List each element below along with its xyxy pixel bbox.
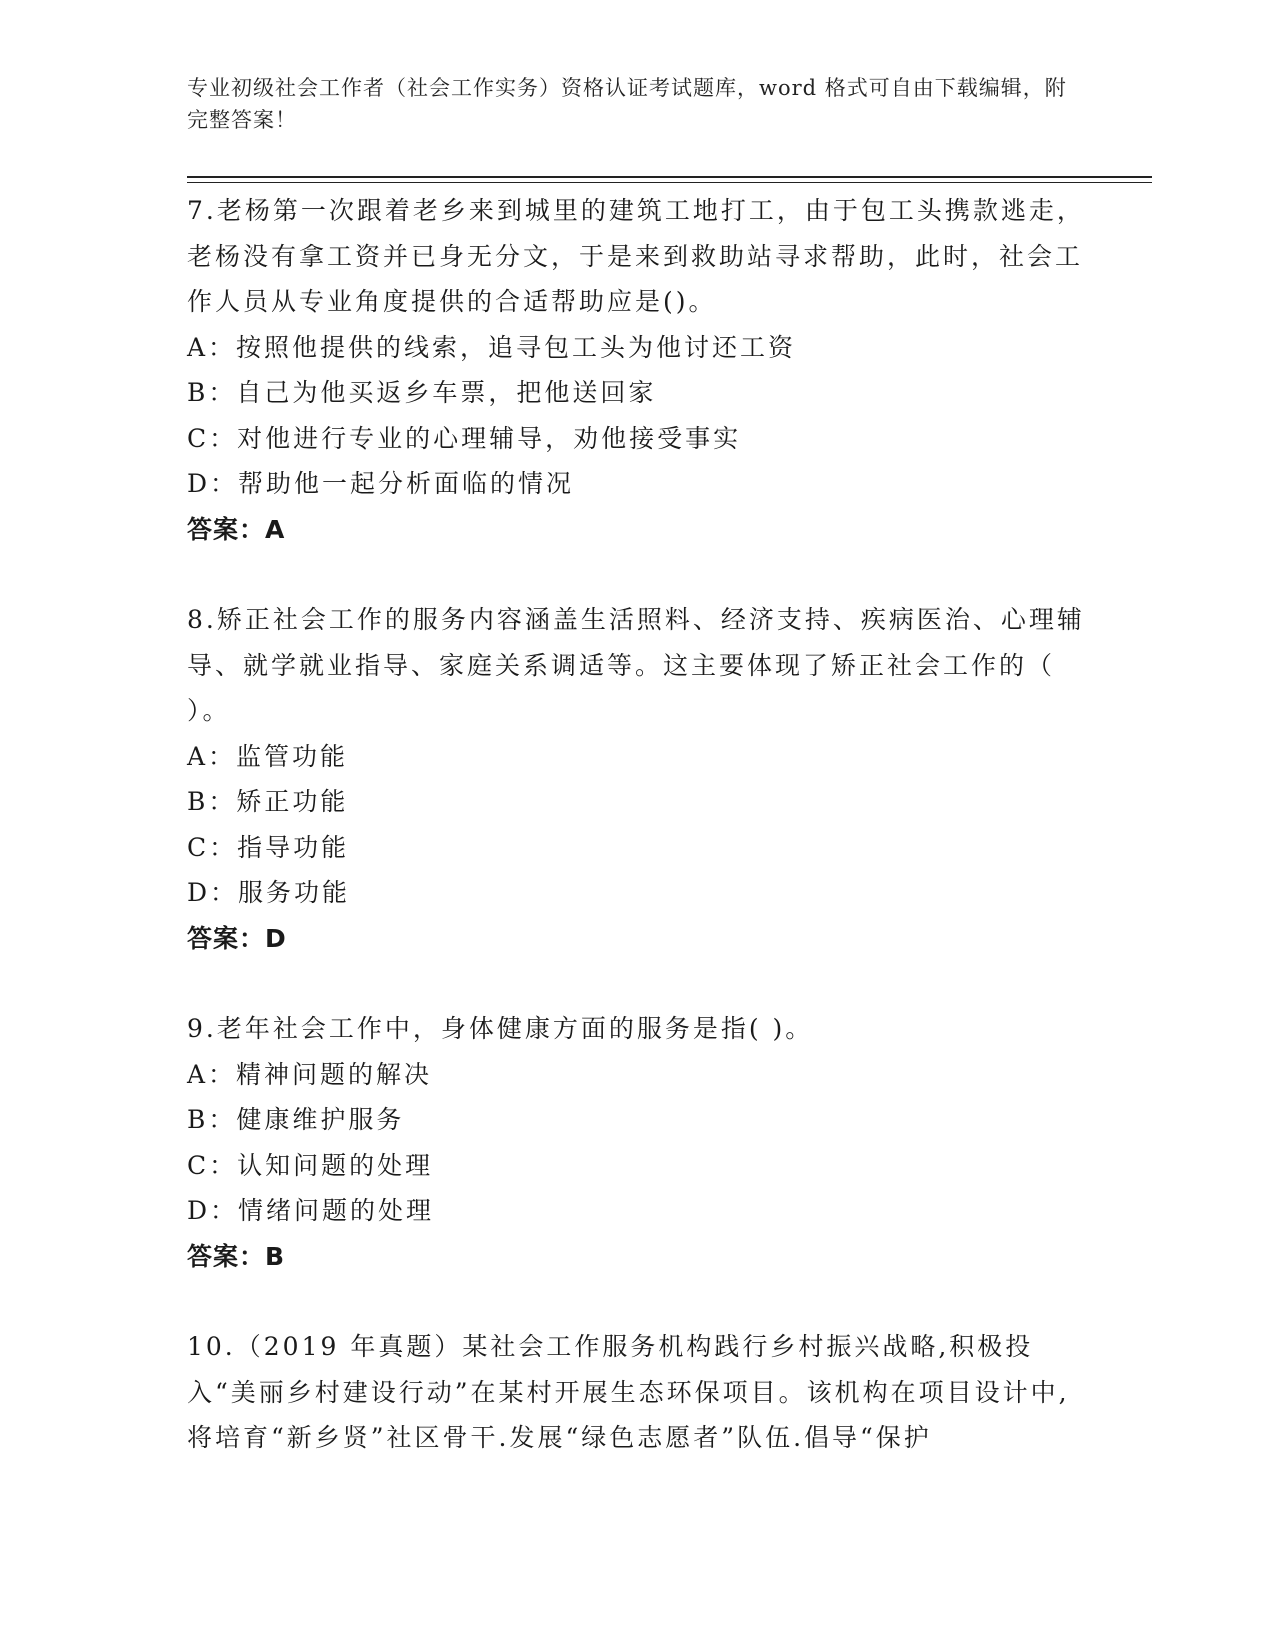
option-a: A：监管功能 (187, 741, 349, 771)
document-header (187, 72, 1067, 136)
option-b: B：自己为他买返乡车票，把他送回家 (187, 378, 657, 407)
question-7 (187, 188, 1087, 552)
option-c: C：认知问题的处理 (187, 1150, 434, 1180)
option-a: A：按照他提供的线索，追寻包工头为他讨还工资 (187, 332, 797, 362)
option-a: A：精神问题的解决 (187, 1059, 433, 1089)
option-b: B：矫正功能 (187, 787, 349, 816)
header-divider-thick (187, 176, 1152, 178)
question-stem: 10.（2019 年真题）某社会工作服务机构践行乡村振兴战略,积极投入“美丽乡村建设行动”在某村开展生态环保项目。该机构在项目设计中,将培育“新乡贤”社区骨干.发展“绿色志愿者”队伍.倡导“保护 (187, 1332, 1070, 1452)
question-spacer (187, 961, 1087, 1006)
option-c: C：对他进行专业的心理辅导，劝他接受事实 (187, 423, 742, 453)
question-spacer (187, 1279, 1087, 1324)
option-d: D：服务功能 (187, 878, 351, 907)
question-10 (187, 1324, 1087, 1461)
option-d: D：帮助他一起分析面临的情况 (187, 469, 575, 498)
question-stem: 7.老杨第一次跟着老乡来到城里的建筑工地打工，由于包工头携款逃走，老杨没有拿工资并已身无分文，于是来到救助站寻求帮助，此时，社会工作人员从专业角度提供的合适帮助应是()。 (187, 196, 1085, 316)
question-stem: 8.矫正社会工作的服务内容涵盖生活照料、经济支持、疾病医治、心理辅导、就学就业指导、家庭关系调适等。这主要体现了矫正社会工作的（ ）。 (187, 605, 1112, 725)
answer-line: 答案：A (187, 514, 286, 544)
option-d: D：情绪问题的处理 (187, 1196, 435, 1225)
question-8 (187, 597, 1112, 961)
question-9 (187, 1006, 1087, 1279)
header-divider-thin (187, 182, 1152, 183)
option-b: B：健康维护服务 (187, 1105, 405, 1134)
question-list (187, 188, 1112, 1461)
option-c: C：指导功能 (187, 832, 350, 862)
header-title: 专业初级社会工作者（社会工作实务）资格认证考试题库，word 格式可自由下载编辑，附完整答案！ (187, 76, 1067, 132)
answer-line: 答案：B (187, 1241, 286, 1271)
question-spacer (187, 552, 1087, 597)
answer-line: 答案：D (187, 923, 287, 953)
question-stem: 9.老年社会工作中，身体健康方面的服务是指( )。 (187, 1014, 814, 1043)
